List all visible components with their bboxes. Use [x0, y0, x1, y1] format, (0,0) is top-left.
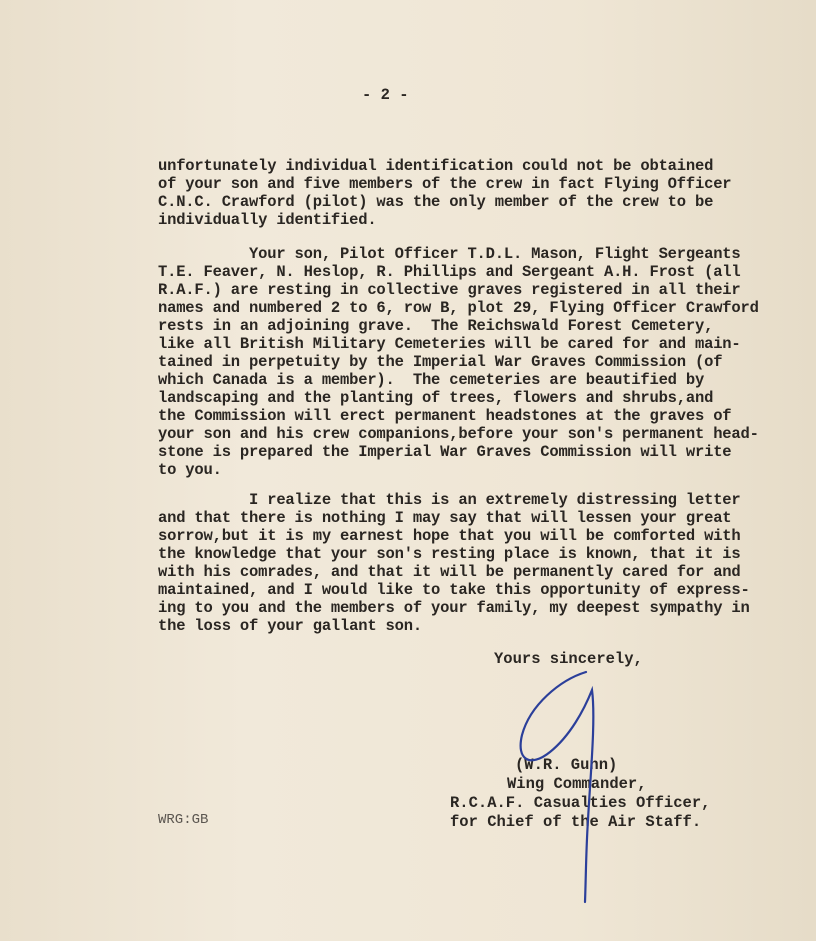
text-line: T.E. Feaver, N. Heslop, R. Phillips and Sergeant A.H. Frost (all [158, 263, 741, 281]
reference-initials: WRG:GB [158, 812, 209, 828]
signatory-title: R.C.A.F. Casualties Officer, [450, 794, 711, 812]
text-line: ing to you and the members of your family, my deepest sympathy in [158, 599, 750, 617]
page-number: - 2 - [362, 86, 409, 104]
text-line: your son and his crew companions,before your son's permanent head- [158, 425, 759, 443]
text-line: Your son, Pilot Officer T.D.L. Mason, Flight Sergeants [158, 245, 741, 263]
text-line: with his comrades, and that it will be permanently cared for and [158, 563, 741, 581]
signatory-rank: Wing Commander, [507, 775, 647, 793]
text-line: which Canada is a member). The cemeteries are beautified by [158, 371, 705, 389]
handwritten-signature [500, 660, 620, 910]
closing: Yours sincerely, [494, 650, 643, 668]
text-line: like all British Military Cemeteries will be cared for and main- [158, 335, 741, 353]
text-line: rests in an adjoining grave. The Reichswald Forest Cemetery, [158, 317, 714, 335]
text-line: landscaping and the planting of trees, flowers and shrubs,and [158, 389, 714, 407]
text-line: unfortunately individual identification could not be obtained [158, 157, 714, 175]
text-line: R.A.F.) are resting in collective graves registered in all their [158, 281, 741, 299]
signatory-for: for Chief of the Air Staff. [450, 813, 702, 831]
signatory-name: (W.R. Gunn) [515, 756, 618, 774]
text-line: and that there is nothing I may say that will lessen your great [158, 509, 732, 527]
text-line: the loss of your gallant son. [158, 617, 422, 635]
text-line: to you. [158, 461, 222, 479]
text-line: stone is prepared the Imperial War Graves Commission will write [158, 443, 732, 461]
text-line: C.N.C. Crawford (pilot) was the only member of the crew to be [158, 193, 714, 211]
text-line: maintained, and I would like to take this opportunity of express- [158, 581, 750, 599]
paragraph-graves [158, 245, 759, 479]
paragraph-sympathy [158, 491, 750, 635]
text-line: individually identified. [158, 211, 377, 229]
text-line: the Commission will erect permanent headstones at the graves of [158, 407, 732, 425]
text-line: of your son and five members of the crew in fact Flying Officer [158, 175, 732, 193]
text-line: I realize that this is an extremely distressing letter [158, 491, 741, 509]
text-line: sorrow,but it is my earnest hope that you will be comforted with [158, 527, 741, 545]
paragraph-identification [158, 157, 731, 229]
text-line: names and numbered 2 to 6, row B, plot 29, Flying Officer Crawford [158, 299, 759, 317]
text-line: tained in perpetuity by the Imperial War Graves Commission (of [158, 353, 723, 371]
text-line: the knowledge that your son's resting place is known, that it is [158, 545, 741, 563]
